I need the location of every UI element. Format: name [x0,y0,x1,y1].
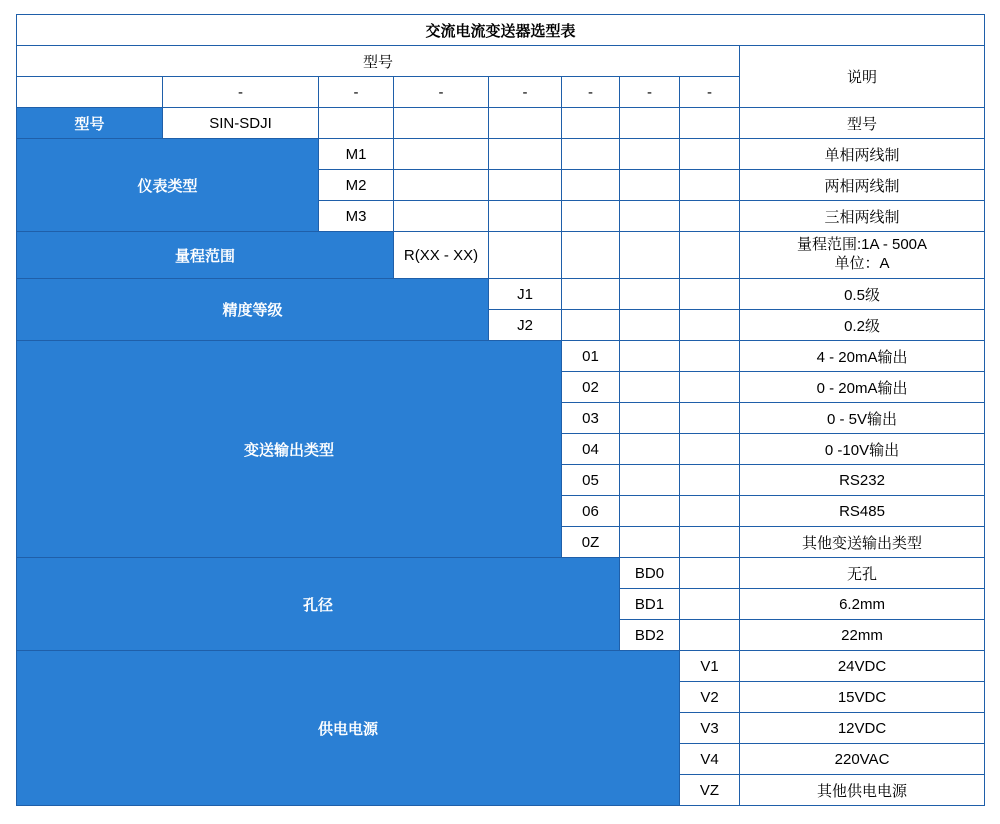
empty-cell [680,170,740,201]
dash-cell-0 [17,77,163,108]
desc-power-v3: 12VDC [740,713,985,744]
code-output-02: 02 [562,372,620,403]
empty-cell [680,372,740,403]
description-header: 说明 [740,46,985,108]
code-output-01: 01 [562,341,620,372]
empty-cell [680,201,740,232]
desc-range [740,232,985,279]
code-output-03: 03 [562,403,620,434]
desc-output-02: 0 - 20mA输出 [740,372,985,403]
table-row [17,651,985,682]
desc-output-04: 0 -10V输出 [740,434,985,465]
empty-cell [620,403,680,434]
dash-cell-6: - [620,77,680,108]
empty-cell [562,232,620,279]
table-row [17,139,985,170]
empty-cell [680,434,740,465]
code-power-vz: VZ [680,775,740,806]
table-row [17,558,985,589]
code-output-05: 05 [562,465,620,496]
code-accuracy-j2: J2 [489,310,562,341]
empty-cell [562,139,620,170]
desc-instrument-type-m2: 两相两线制 [740,170,985,201]
dash-cell-1: - [163,77,319,108]
desc-aperture-bd0: 无孔 [740,558,985,589]
empty-cell [680,589,740,620]
empty-cell [620,201,680,232]
dash-cell-3: - [394,77,489,108]
category-range: 量程范围 [17,232,394,279]
empty-cell [319,108,394,139]
desc-output-06: RS485 [740,496,985,527]
empty-cell [680,496,740,527]
desc-aperture-bd2: 22mm [740,620,985,651]
code-model: SIN-SDJI [163,108,319,139]
empty-cell [562,201,620,232]
empty-cell [680,527,740,558]
empty-cell [620,310,680,341]
table-title-row [17,15,985,46]
empty-cell [680,232,740,279]
desc-range-line2: 单位：A [834,255,890,272]
empty-cell [620,170,680,201]
empty-cell [489,139,562,170]
code-output-0z: 0Z [562,527,620,558]
empty-cell [680,139,740,170]
desc-output-03: 0 - 5V输出 [740,403,985,434]
desc-model: 型号 [740,108,985,139]
empty-cell [620,496,680,527]
empty-cell [562,170,620,201]
code-instrument-type-m1: M1 [319,139,394,170]
empty-cell [394,201,489,232]
category-model: 型号 [17,108,163,139]
table-header-row [17,46,985,77]
model-selection-table [16,14,985,806]
empty-cell [620,341,680,372]
desc-output-0z: 其他变送输出类型 [740,527,985,558]
empty-cell [489,201,562,232]
empty-cell [620,139,680,170]
category-aperture: 孔径 [17,558,620,651]
empty-cell [620,527,680,558]
dash-cell-5: - [562,77,620,108]
dash-cell-2: - [319,77,394,108]
desc-instrument-type-m3: 三相两线制 [740,201,985,232]
empty-cell [620,232,680,279]
code-power-v4: V4 [680,744,740,775]
empty-cell [620,108,680,139]
code-aperture-bd1: BD1 [620,589,680,620]
page-title: 交流电流变送器选型表 [17,15,985,46]
empty-cell [680,341,740,372]
model-group-header: 型号 [17,46,740,77]
desc-accuracy-j2: 0.2级 [740,310,985,341]
code-instrument-type-m3: M3 [319,201,394,232]
dash-cell-4: - [489,77,562,108]
category-power-supply: 供电电源 [17,651,680,806]
empty-cell [562,310,620,341]
code-accuracy-j1: J1 [489,279,562,310]
empty-cell [680,620,740,651]
table-row [17,279,985,310]
desc-output-05: RS232 [740,465,985,496]
code-range: R(XX - XX) [394,232,489,279]
desc-power-v4: 220VAC [740,744,985,775]
code-power-v3: V3 [680,713,740,744]
category-output-type: 变送输出类型 [17,341,562,558]
code-output-04: 04 [562,434,620,465]
empty-cell [620,434,680,465]
dash-cell-7: - [680,77,740,108]
empty-cell [680,279,740,310]
desc-power-v2: 15VDC [740,682,985,713]
empty-cell [394,108,489,139]
table-row [17,232,985,279]
desc-output-01: 4 - 20mA输出 [740,341,985,372]
desc-instrument-type-m1: 单相两线制 [740,139,985,170]
code-instrument-type-m2: M2 [319,170,394,201]
empty-cell [489,108,562,139]
code-output-06: 06 [562,496,620,527]
empty-cell [620,465,680,496]
desc-accuracy-j1: 0.5级 [740,279,985,310]
desc-range-line1: 量程范围:1A - 500A [796,236,928,254]
empty-cell [620,372,680,403]
empty-cell [680,310,740,341]
category-accuracy: 精度等级 [17,279,489,341]
code-aperture-bd0: BD0 [620,558,680,589]
empty-cell [562,108,620,139]
empty-cell [680,465,740,496]
empty-cell [489,232,562,279]
empty-cell [680,403,740,434]
empty-cell [680,558,740,589]
code-power-v2: V2 [680,682,740,713]
desc-aperture-bd1: 6.2mm [740,589,985,620]
code-power-v1: V1 [680,651,740,682]
code-aperture-bd2: BD2 [620,620,680,651]
empty-cell [562,279,620,310]
empty-cell [394,170,489,201]
table-row [17,108,985,139]
empty-cell [394,139,489,170]
table-row [17,341,985,372]
desc-power-vz: 其他供电电源 [740,775,985,806]
empty-cell [620,279,680,310]
empty-cell [489,170,562,201]
category-instrument-type: 仪表类型 [17,139,319,232]
desc-power-v1: 24VDC [740,651,985,682]
empty-cell [680,108,740,139]
